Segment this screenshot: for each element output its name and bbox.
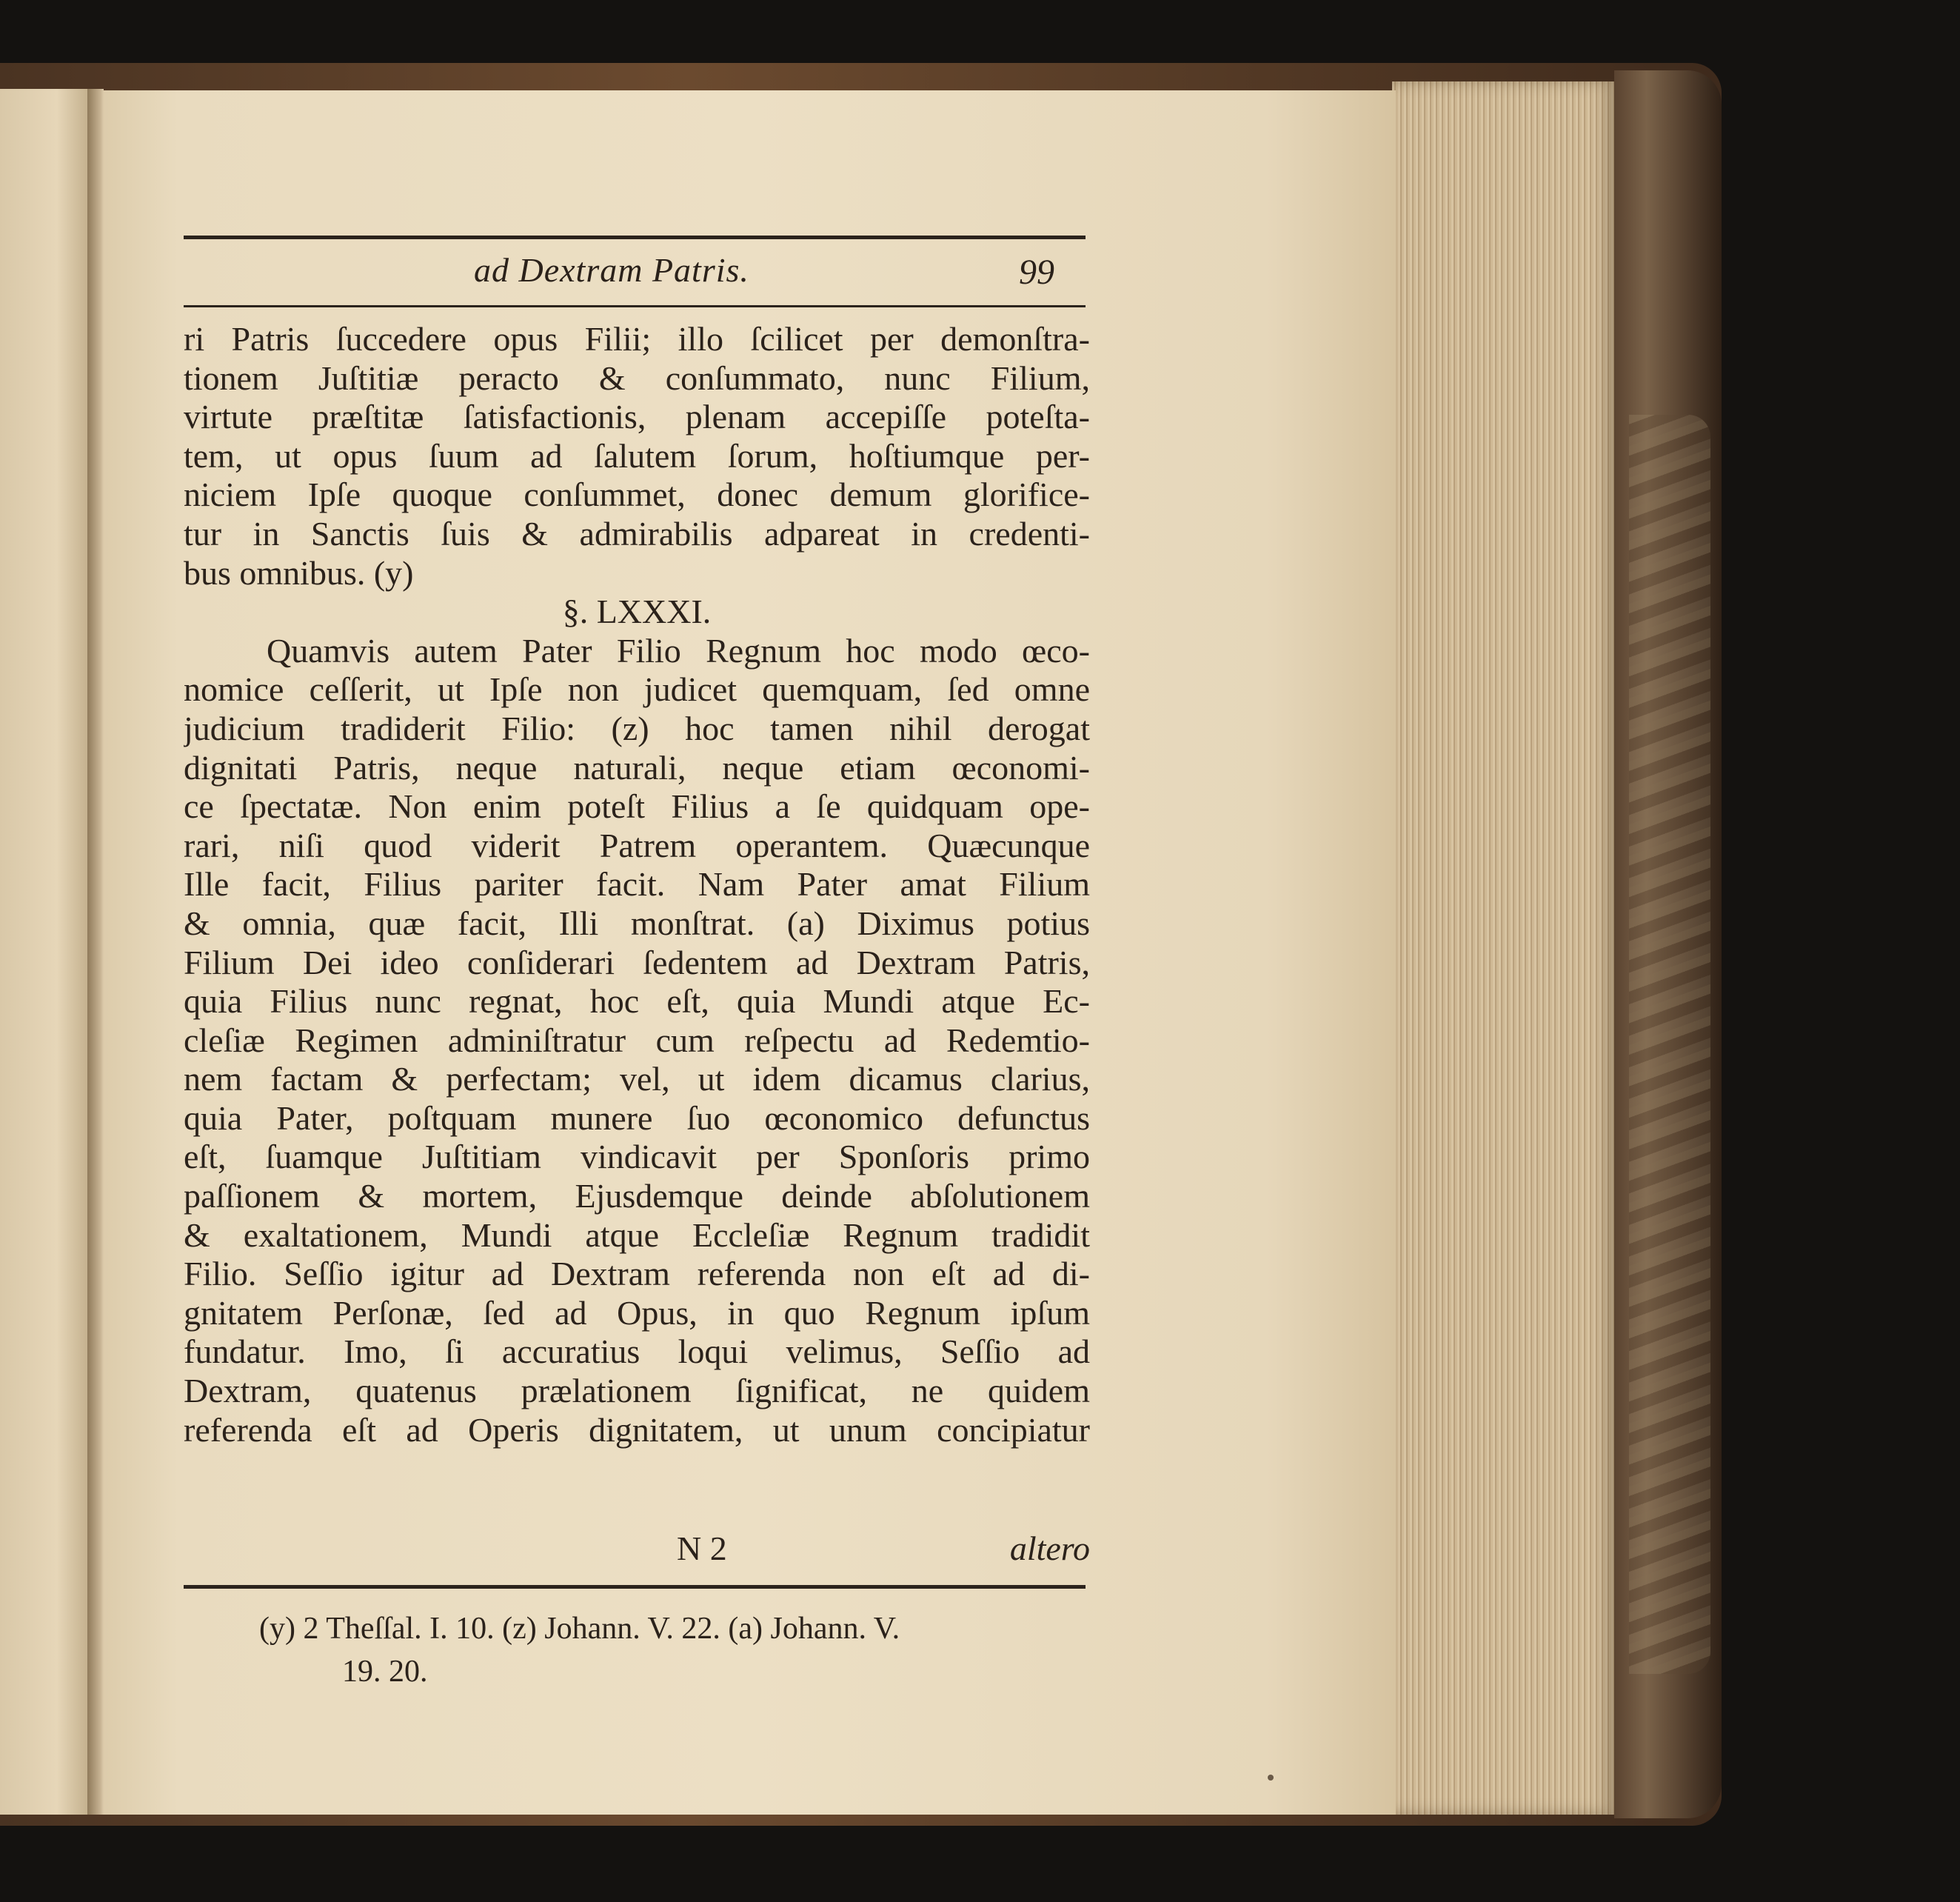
text-line: bus omnibus. (y) (184, 553, 414, 592)
text-line: niciem Ipſe quoque conſummet, donec demum glorifice- (184, 476, 1090, 514)
marbled-board (1629, 415, 1710, 1674)
text-line: quia Filius nunc regnat, hoc eſt, quia Mundi atque Ec- (184, 982, 1090, 1021)
text-line: nem factam & perfectam; vel, ut idem dicamus clarius, (184, 1060, 1090, 1098)
text-line: Dextram, quatenus prælationem ſignificat, ne quidem (184, 1372, 1090, 1410)
body-text (184, 320, 1090, 1449)
head-rule-top (184, 236, 1086, 239)
catchword: altero (1009, 1529, 1090, 1567)
head-rule-bottom (184, 305, 1086, 307)
signature-mark: N 2 (677, 1529, 727, 1567)
footnote-rule (184, 1585, 1086, 1589)
gutter (87, 89, 104, 1815)
page-edges (1392, 81, 1614, 1815)
footnote-line: 19. 20. (342, 1655, 428, 1689)
text-line: paſſionem & mortem, Ejusdemque deinde abſolutionem (184, 1177, 1090, 1215)
section-heading: §. LXXXI. (562, 593, 712, 631)
catchword-line (184, 1529, 1090, 1567)
text-line: eſt, ſuamque Juſtitiam vindicavit per Sponſoris primo (184, 1138, 1090, 1176)
footnotes (259, 1607, 1096, 1693)
paper-speck (1268, 1775, 1274, 1781)
text-line: & exaltationem, Mundi atque Eccleſiæ Regnum tradidit (184, 1215, 1090, 1254)
text-line: cleſiæ Regimen adminiſtratur cum reſpectu ad Redemtio- (184, 1021, 1090, 1059)
left-page-edge (0, 89, 95, 1815)
text-line: tur in Sanctis ſuis & admirabilis adpareat in credenti- (184, 514, 1090, 553)
text-line: dignitati Patris, neque naturali, neque etiam œconomi- (184, 748, 1090, 787)
text-line: tionem Juſtitiæ peracto & conſummato, nunc Filium, (184, 358, 1090, 397)
text-line: referenda eſt ad Operis dignitatem, ut unum concipiatur (184, 1410, 1090, 1449)
text-line: Filium Dei ideo conſiderari ſedentem ad Dextram Patris, (184, 943, 1090, 981)
text-line: Ille facit, Filius pariter facit. Nam Pater amat Filium (184, 865, 1090, 904)
text-line: tem, ut opus ſuum ad ſalutem ſorum, hoſtiumque per- (184, 436, 1090, 475)
text-line: ri Patris ſuccedere opus Filii; illo ſcilicet per demonſtra- (184, 320, 1090, 358)
text-line: Filio. Seſſio igitur ad Dextram referenda non eſt ad di- (184, 1255, 1090, 1293)
text-line: virtute præſtitæ ſatisfactionis, plenam accepiſſe poteſta- (184, 398, 1090, 436)
text-line: fundatur. Imo, ſi accuratius loqui velimus, Seſſio ad (184, 1332, 1090, 1371)
text-line: gnitatem Perſonæ, ſed ad Opus, in quo Regnum ipſum (184, 1293, 1090, 1332)
text-line: nomice ceſſerit, ut Ipſe non judicet quemquam, ſed omne (184, 670, 1090, 709)
text-line: Quamvis autem Pater Filio Regnum hoc modo œco- (267, 631, 1090, 670)
footnote-line: (y) 2 Theſſal. I. 10. (z) Johann. V. 22. (a) Johann. V. (259, 1612, 900, 1646)
text-line: rari, niſi quod viderit Patrem operantem. Quæcunque (184, 826, 1090, 864)
text-line: quia Pater, poſtquam munere ſuo œconomico defunctus (184, 1098, 1090, 1137)
text-line: judicium tradiderit Filio: (z) hoc tamen nihil derogat (184, 709, 1090, 747)
text-line: ce ſpectatæ. Non enim poteſt Filius a ſe quidquam ope- (184, 787, 1090, 826)
text-line: & omnia, quæ facit, Illi monſtrat. (a) Diximus potius (184, 904, 1090, 942)
running-head: ad Dextram Patris. (474, 251, 749, 289)
page-number: 99 (1019, 253, 1054, 292)
